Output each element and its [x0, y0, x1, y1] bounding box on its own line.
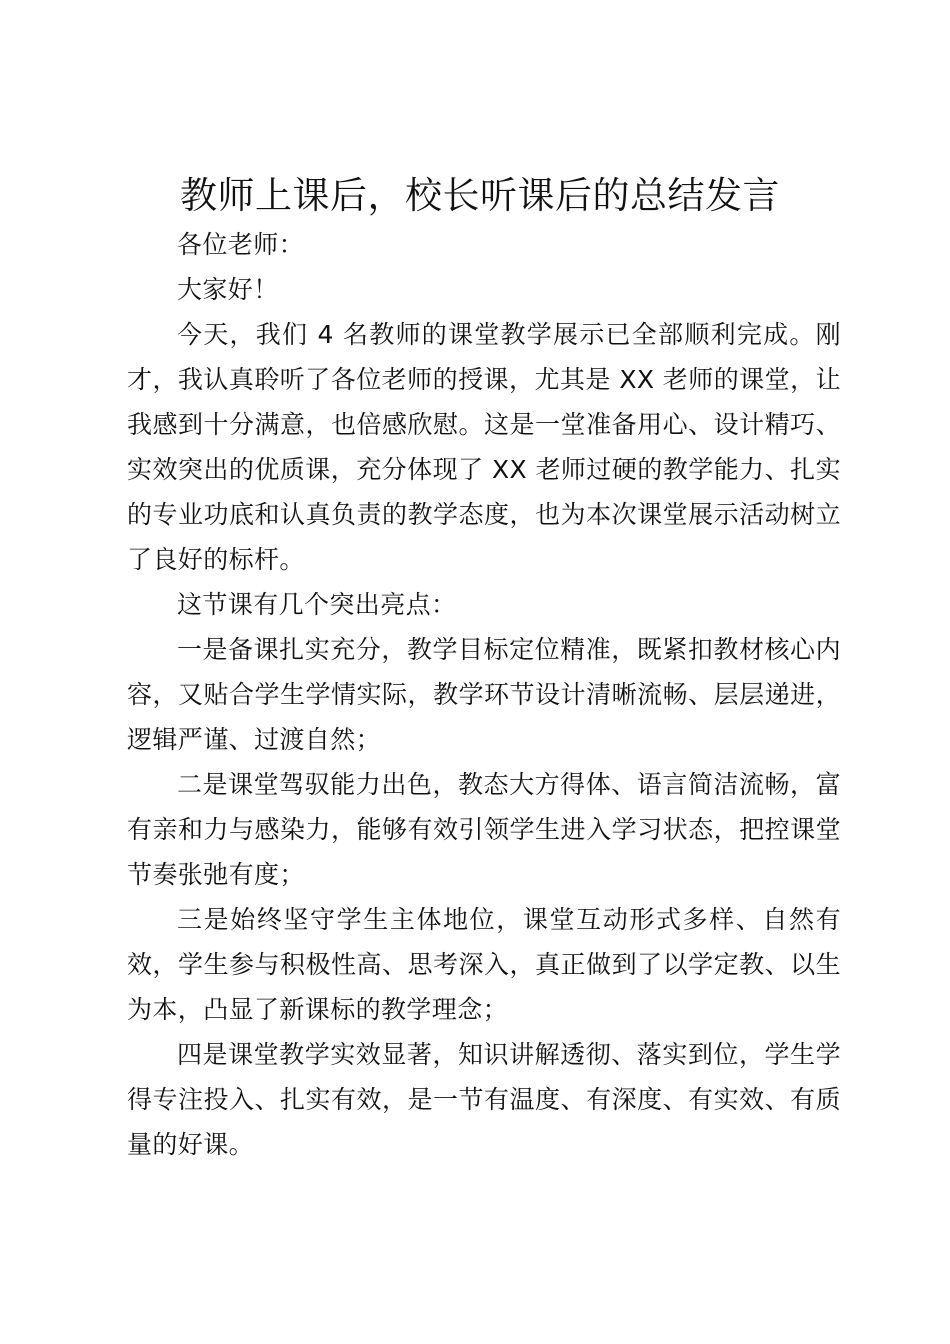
document-title: 教师上课后，校长听课后的总结发言: [180, 174, 780, 217]
document-body: [127, 222, 841, 1167]
salutation: 各位老师：: [177, 230, 305, 259]
paragraph-point-4: 四是课堂教学实效显著，知识讲解透彻、落实到位，学生学得专注投入、扎实有效，是一节有温度、有深度、有实效、有质量的好课。: [127, 1040, 841, 1159]
paragraph-intro: 今天，我们 4 名教师的课堂教学展示已全部顺利完成。刚才，我认真聆听了各位老师的授课，尤其是 XX 老师的课堂，让我感到十分满意，也倍感欣慰。这是一堂准备用心、设计精巧、实效突出的优质课，充分体现了 XX 老师过硬的教学能力、扎实的专业功底和认真负责的教学态度，也为本次课堂展示活动树立了良好的标杆。: [127, 320, 841, 574]
greeting: 大家好！: [177, 275, 279, 304]
paragraph-highlights-heading: 这节课有几个突出亮点：: [177, 590, 457, 619]
paragraph-point-2: 二是课堂驾驭能力出色，教态大方得体、语言简洁流畅，富有亲和力与感染力，能够有效引领学生进入学习状态，把控课堂节奏张弛有度；: [127, 770, 841, 889]
paragraph-point-1: 一是备课扎实充分，教学目标定位精准，既紧扣教材核心内容，又贴合学生学情实际，教学环节设计清晰流畅、层层递进，逻辑严谨、过渡自然；: [127, 635, 841, 754]
paragraph-point-3: 三是始终坚守学生主体地位，课堂互动形式多样、自然有效，学生参与积极性高、思考深入，真正做到了以学定教、以生为本，凸显了新课标的教学理念；: [127, 905, 841, 1024]
